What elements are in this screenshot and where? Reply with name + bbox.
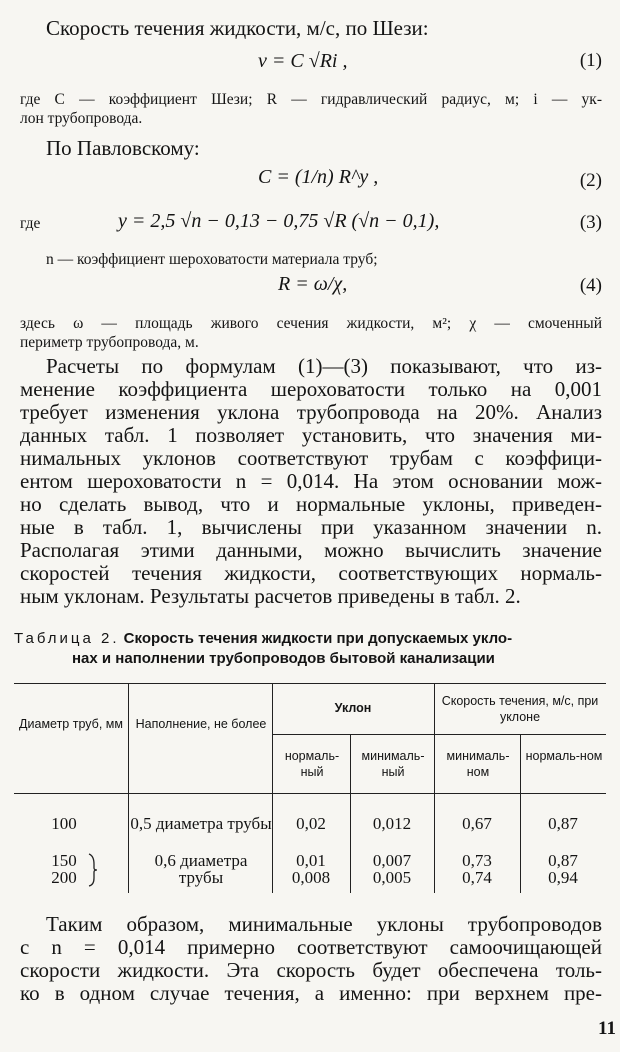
table-caption-line-2: нах и наполнении трубопроводов бытовой канализации: [72, 650, 495, 667]
header-slope-normal: нормаль-ный: [284, 749, 340, 779]
cell-diameter: 150: [51, 851, 77, 870]
table-caption-line-1: [14, 630, 606, 647]
cell-speed-min: 0,73: [462, 851, 492, 870]
table-caption-title-1: Скорость течения жидкости при допускаемых укло-: [123, 630, 513, 647]
where-line-1: где C — коэффициент Шези; R — гидравлический радиус, м; i — ук-: [20, 91, 602, 108]
cell-slope-min: 0,007: [372, 851, 412, 870]
cell-diameter: 100: [51, 814, 77, 833]
paragraph1-line: Расчеты по формулам (1)—(3) показывают, что из-: [46, 354, 602, 378]
cell-slope-min: 0,005: [372, 868, 412, 887]
cell-diameter: 200: [51, 868, 77, 887]
cell-filling: 0,6 диаметра: [154, 851, 248, 870]
table-header-subrule: [272, 734, 606, 735]
paragraph1-line: менение коэффициента шероховатости только на 0,001: [20, 377, 602, 401]
paragraph1-line: ные в табл. 1, вычислены при указанном значении n.: [20, 515, 602, 539]
equation-2-number: (2): [579, 170, 602, 191]
row-group-brace: [86, 852, 100, 888]
paragraph1-line: скоростей течения жидкости, соответствующих нормаль-: [20, 561, 602, 585]
equation-4-number: (4): [579, 275, 602, 296]
cell-speed-normal: 0,87: [548, 851, 578, 870]
header-diameter: Диаметр труб, мм: [19, 717, 123, 731]
where-label: где: [20, 215, 41, 232]
equation-4: R = ω/χ,: [278, 273, 348, 295]
cell-filling: трубы: [178, 868, 224, 887]
cell-speed-min: 0,67: [462, 814, 492, 833]
paragraph1-line: ентом шероховатости n = 0,014. На этом основании мож-: [20, 469, 602, 493]
equation-1-number: (1): [579, 50, 602, 71]
table-header-rule: [14, 793, 606, 794]
header-speed-normal: нормаль-ном: [525, 749, 603, 763]
cell-speed-normal: 0,94: [548, 868, 578, 887]
cell-slope-normal: 0,02: [296, 814, 326, 833]
paragraph2-line: скорости жидкости. Эта скорость будет обеспечена толь-: [20, 958, 602, 982]
paragraph2-line: ко в одном случае течения, а именно: при верхнем пре-: [20, 981, 602, 1005]
table-col-divider: [128, 683, 129, 893]
paragraph1-line: данных табл. 1 позволяет установить, что значения ми-: [20, 423, 602, 447]
header-slope-min: минималь-ный: [361, 749, 425, 779]
cell-slope-min: 0,012: [372, 814, 412, 833]
table-caption-label: Таблица 2.: [14, 630, 120, 647]
paragraph1-line: Располагая этими данными, можно вычислить значение: [20, 538, 602, 562]
cell-filling: 0,5 диаметра трубы: [130, 814, 272, 833]
equation-2: C = (1/n) R^y ,: [258, 166, 379, 188]
where-line-2: лон трубопровода.: [20, 110, 143, 127]
cell-slope-normal: 0,008: [291, 868, 331, 887]
omega-line-2: периметр трубопровода, м.: [20, 334, 199, 351]
header-speed: Скорость течения, м/с, при уклоне: [441, 694, 599, 724]
paragraph2-line: Таким образом, минимальные уклоны трубопроводов: [46, 912, 602, 936]
paragraph1-line: но сделать вывод, что и нормальные уклоны, приведен-: [20, 492, 602, 516]
table-top-rule: [14, 683, 606, 684]
equation-3-number: (3): [579, 212, 602, 233]
header-slope: Уклон: [334, 701, 372, 715]
omega-line-1: здесь ω — площадь живого сечения жидкости, м²; χ — смоченный: [20, 315, 602, 332]
cell-speed-normal: 0,87: [548, 814, 578, 833]
equation-1: v = C √Ri ,: [258, 50, 348, 72]
paragraph2-line: с n = 0,014 примерно соответствуют самоочищающей: [20, 935, 602, 959]
cell-slope-normal: 0,01: [296, 851, 326, 870]
header-filling: Наполнение, не более: [135, 717, 267, 731]
pavlovsky-heading: По Павловскому:: [46, 136, 200, 160]
intro-line: Скорость течения жидкости, м/с, по Шези:: [46, 16, 429, 40]
page-number: 11: [598, 1018, 616, 1039]
equation-3: y = 2,5 √n − 0,13 − 0,75 √R (√n − 0,1),: [118, 210, 440, 232]
paragraph1-line: нимальных уклонов соответствуют трубам с коэффици-: [20, 446, 602, 470]
cell-speed-min: 0,74: [462, 868, 492, 887]
paragraph1-line: требует изменения уклона трубопровода на 20%. Анализ: [20, 400, 602, 424]
n-definition: n — коэффициент шероховатости материала труб;: [46, 251, 378, 268]
header-speed-min: минималь-ном: [446, 749, 510, 779]
paragraph1-line: ным уклонам. Результаты расчетов приведены в табл. 2.: [20, 584, 521, 608]
